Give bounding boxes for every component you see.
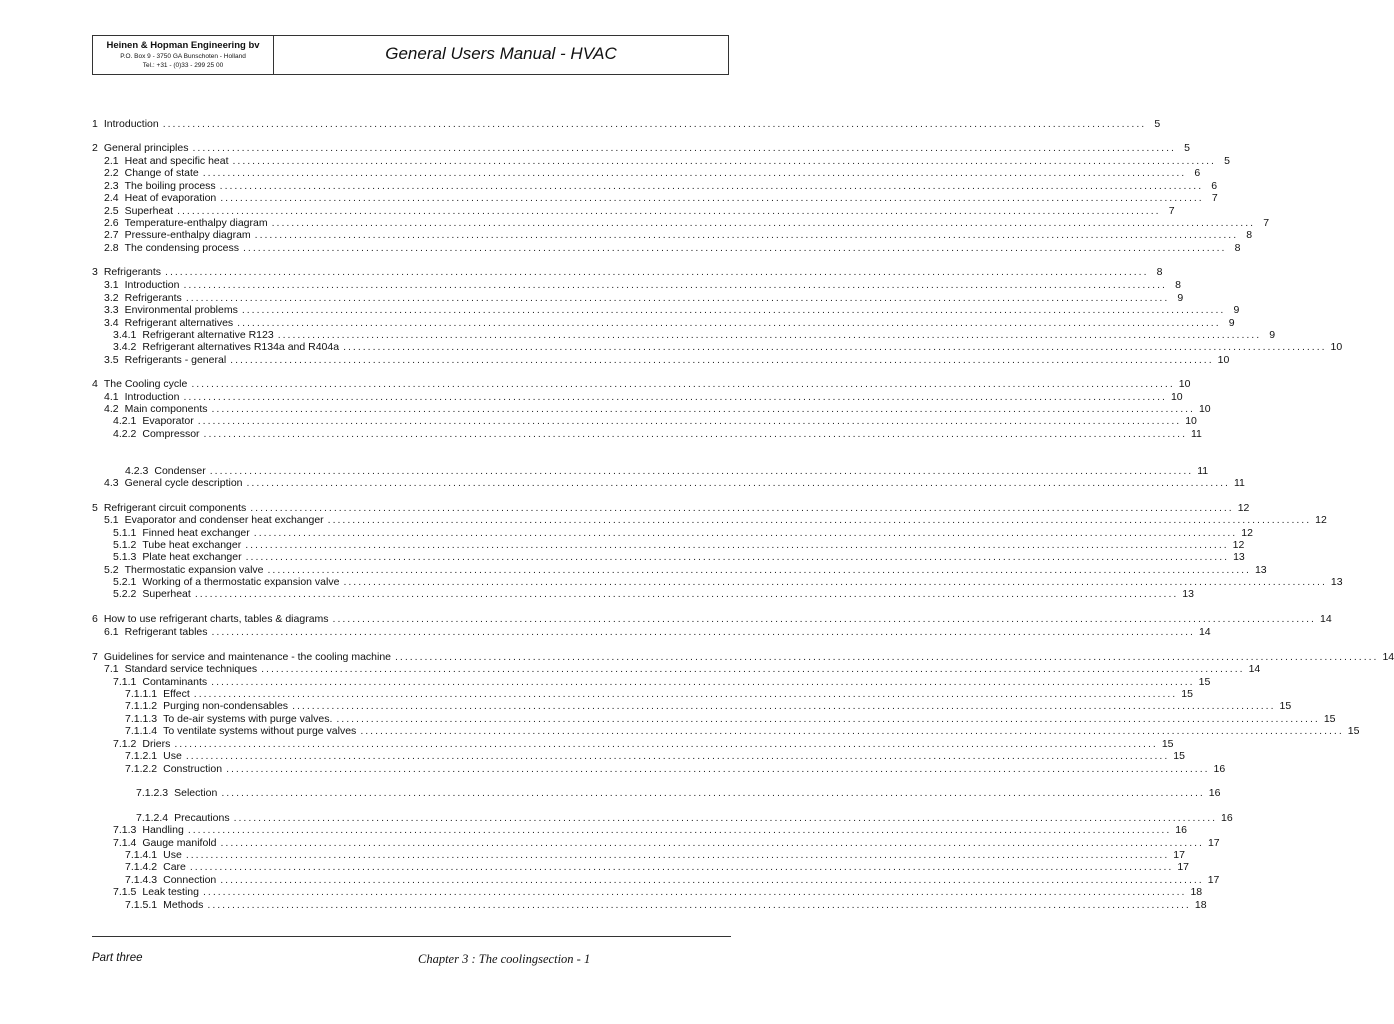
toc-dot-leader: ........................................................................................................................................................................................................ — [250, 502, 1234, 514]
toc-entry-page: 10 — [1198, 403, 1211, 415]
toc-entry — [104, 229, 1253, 242]
toc-entry-page: 10 — [1217, 354, 1230, 366]
toc-dot-leader: ........................................................................................................................................................................................................ — [232, 155, 1216, 167]
toc-entry-title: Heat and specific heat — [124, 155, 229, 167]
toc-entry-page: 6 — [1194, 167, 1201, 179]
toc-entry-title: Driers — [142, 738, 171, 750]
toc-entry-number: 7.1.4.2 — [125, 861, 158, 873]
toc-entry-page: 14 — [1248, 663, 1261, 675]
toc-dot-leader: ........................................................................................................................................................................................................ — [233, 812, 1218, 824]
toc-entry-page: 5 — [1154, 118, 1161, 130]
toc-entry-number: 4.2.2 — [113, 428, 137, 440]
toc-entry — [104, 354, 1230, 367]
toc-dot-leader: ........................................................................................................................................................................................................ — [292, 700, 1276, 712]
toc-entry-page: 16 — [1213, 763, 1226, 775]
toc-entry-title: Methods — [163, 899, 204, 911]
toc-entry-title: Refrigerants - general — [124, 354, 227, 366]
toc-entry-title: Introduction — [124, 391, 180, 403]
toc-entry-number: 7.1.2 — [113, 738, 137, 750]
toc-dot-leader: ........................................................................................................................................................................................................ — [327, 514, 1312, 526]
toc-entry — [104, 304, 1240, 317]
toc-entry-title: The condensing process — [124, 242, 240, 254]
toc-entry-number: 2.5 — [104, 205, 119, 217]
toc-entry-page: 11 — [1233, 477, 1245, 489]
toc-dot-leader: ........................................................................................................................................................................................................ — [209, 465, 1194, 477]
toc-entry-page: 8 — [1234, 242, 1241, 254]
toc-dot-leader: ........................................................................................................................................................................................................ — [187, 824, 1172, 836]
toc-entry-number: 2.8 — [104, 242, 119, 254]
toc-entry-number: 7.1.4 — [113, 837, 137, 849]
toc-entry-title: Refrigerants — [103, 266, 162, 278]
toc-dot-leader: ........................................................................................................................................................................................................ — [253, 527, 1238, 539]
toc-entry — [104, 514, 1327, 527]
toc-entry-number: 7.1.1 — [113, 676, 137, 688]
toc-entry-title: General cycle description — [124, 477, 243, 489]
toc-entry-title: Handling — [142, 824, 184, 836]
toc-entry-title: Thermostatic expansion valve — [124, 564, 264, 576]
toc-dot-leader: ........................................................................................................................................................................................................ — [185, 750, 1170, 762]
toc-entry — [125, 861, 1190, 874]
toc-entry-title: Plate heat exchanger — [142, 551, 242, 563]
toc-entry-page: 13 — [1254, 564, 1267, 576]
toc-entry — [92, 378, 1191, 391]
toc-dot-leader: ........................................................................................................................................................................................................ — [220, 837, 1204, 849]
toc-entry — [136, 787, 1221, 800]
toc-entry — [125, 725, 1360, 738]
toc-entry-page: 12 — [1232, 539, 1245, 551]
toc-dot-leader: ........................................................................................................................................................................................................ — [202, 167, 1187, 179]
toc-entry-title: Selection — [174, 787, 218, 799]
toc-entry-page: 14 — [1198, 626, 1211, 638]
toc-entry-title: Condenser — [154, 465, 206, 477]
toc-entry-page: 10 — [1170, 391, 1183, 403]
toc-entry-title: Use — [163, 750, 182, 762]
toc-entry-title: Refrigerant alternatives — [124, 317, 234, 329]
toc-entry-page: 8 — [1246, 229, 1253, 241]
toc-entry-title: Evaporator and condenser heat exchanger — [124, 514, 324, 526]
toc-dot-leader: ........................................................................................................................................................................................................ — [185, 849, 1170, 861]
toc-entry-number: 5.1.1 — [113, 527, 137, 539]
toc-entry — [113, 824, 1187, 837]
toc-dot-leader: ........................................................................................................................................................................................................ — [183, 279, 1167, 291]
toc-dot-leader: ........................................................................................................................................................................................................ — [177, 205, 1161, 217]
toc-dot-leader: ........................................................................................................................................................................................................ — [277, 329, 1262, 341]
toc-entry-number: 6.1 — [104, 626, 119, 638]
toc-entry-number: 5.2 — [104, 564, 119, 576]
toc-entry-number: 2 — [92, 142, 98, 154]
toc-entry-page: 5 — [1224, 155, 1230, 167]
toc-dot-leader: ........................................................................................................................................................................................................ — [220, 192, 1204, 204]
toc-entry-page: 10 — [1178, 378, 1191, 390]
toc-entry-number: 5.1.2 — [113, 539, 137, 551]
toc-entry-number: 7 — [92, 651, 98, 663]
toc-entry-page: 8 — [1156, 266, 1163, 278]
toc-dot-leader: ........................................................................................................................................................................................................ — [343, 341, 1327, 353]
toc-entry-title: Refrigerant alternative R123 — [142, 329, 274, 341]
toc-entry-page: 15 — [1279, 700, 1292, 712]
company-block — [93, 36, 274, 74]
toc-entry-number: 2.2 — [104, 167, 119, 179]
toc-entry-title: Heat of evaporation — [124, 192, 217, 204]
toc-entry — [113, 551, 1245, 564]
toc-dot-leader: ........................................................................................................................................................................................................ — [395, 651, 1379, 663]
toc-entry-number: 7.1.1.2 — [125, 700, 158, 712]
toc-entry-page: 13 — [1182, 588, 1194, 600]
toc-dot-leader: ........................................................................................................................................................................................................ — [343, 576, 1327, 588]
footer-divider — [92, 936, 731, 937]
toc-dot-leader: ........................................................................................................................................................................................................ — [261, 663, 1245, 675]
toc-entry-number: 7.1.1.4 — [125, 725, 158, 737]
toc-dot-leader: ........................................................................................................................................................................................................ — [191, 378, 1175, 390]
toc-dot-leader: ........................................................................................................................................................................................................ — [193, 688, 1178, 700]
toc-entry-title: Use — [163, 849, 182, 861]
toc-entry-number: 3.3 — [104, 304, 119, 316]
toc-entry-title: General principles — [103, 142, 189, 154]
toc-entry-title: Finned heat exchanger — [142, 527, 250, 539]
toc-entry-number: 2.7 — [104, 229, 119, 241]
toc-entry-number: 3.1 — [104, 279, 119, 291]
toc-entry-page: 18 — [1190, 886, 1203, 898]
footer-chapter: Chapter 3 : The coolingsection - 1 — [418, 952, 591, 966]
toc-entry-page: 7 — [1211, 192, 1218, 204]
toc-entry-page: 15 — [1173, 750, 1185, 762]
toc-entry-page: 15 — [1181, 688, 1193, 700]
toc-entry-number: 4.2.1 — [113, 415, 137, 427]
toc-entry-title: Leak testing — [142, 886, 199, 898]
toc-entry-title: To de-air systems with purge valves. — [163, 713, 333, 725]
toc-entry-page: 10 — [1330, 341, 1343, 353]
toc-dot-leader: ........................................................................................................................................................................................................ — [246, 477, 1230, 489]
toc-dot-leader: ........................................................................................................................................................................................................ — [360, 725, 1344, 737]
toc-entry-title: To ventilate systems without purge valves — [163, 725, 357, 737]
toc-entry-number: 4.2.3 — [125, 465, 149, 477]
toc-entry-title: Construction — [163, 763, 223, 775]
toc-entry-number: 5.2.1 — [113, 576, 137, 588]
toc-entry-title: The boiling process — [124, 180, 216, 192]
toc-entry-number: 4 — [92, 378, 98, 390]
toc-entry-title: The Cooling cycle — [103, 378, 188, 390]
toc-entry-number: 2.4 — [104, 192, 119, 204]
toc-entry-title: Working of a thermostatic expansion valve — [142, 576, 340, 588]
toc-entry-page: 14 — [1382, 651, 1394, 663]
toc-dot-leader: ........................................................................................................................................................................................................ — [162, 118, 1147, 130]
toc-entry-number: 7.1.2.2 — [125, 763, 158, 775]
toc-entry-title: Tube heat exchanger — [142, 539, 242, 551]
toc-entry-number: 7.1.5 — [113, 886, 137, 898]
toc-entry-number: 5.1.3 — [113, 551, 137, 563]
toc-dot-leader: ........................................................................................................................................................................................................ — [207, 899, 1191, 911]
toc-entry-number: 7.1.4.3 — [125, 874, 158, 886]
toc-dot-leader: ........................................................................................................................................................................................................ — [245, 551, 1230, 563]
toc-entry-title: Refrigerant tables — [124, 626, 208, 638]
toc-entry-page: 11 — [1191, 428, 1202, 440]
toc-entry — [125, 750, 1185, 763]
toc-dot-leader: ........................................................................................................................................................................................................ — [185, 292, 1170, 304]
toc-dot-leader: ........................................................................................................................................................................................................ — [219, 180, 1204, 192]
toc-entry-number: 3.4.1 — [113, 329, 137, 341]
toc-entry-number: 3.4 — [104, 317, 119, 329]
company-address: P.O. Box 9 - 3750 GA Bunschoten - Holland — [120, 53, 246, 60]
toc-entry-title: Introduction — [124, 279, 180, 291]
toc-entry-number: 7.1.2.3 — [136, 787, 169, 799]
toc-entry — [104, 279, 1181, 292]
toc-entry-number: 7.1.3 — [113, 824, 137, 836]
toc-entry-title: Contaminants — [142, 676, 208, 688]
toc-entry-page: 17 — [1207, 837, 1220, 849]
toc-entry-number: 5 — [92, 502, 98, 514]
toc-dot-leader: ........................................................................................................................................................................................................ — [245, 539, 1229, 551]
company-name: Heinen & Hopman Engineering bv — [106, 40, 260, 51]
toc-dot-leader: ........................................................................................................................................................................................................ — [211, 626, 1195, 638]
toc-entry-page: 10 — [1185, 415, 1197, 427]
toc-dot-leader: ........................................................................................................................................................................................................ — [203, 428, 1187, 440]
toc-entry-page: 15 — [1347, 725, 1360, 737]
footer-part: Part three — [92, 952, 143, 964]
toc-dot-leader: ........................................................................................................................................................................................................ — [189, 861, 1174, 873]
toc-entry-page: 16 — [1221, 812, 1233, 824]
toc-entry-number: 4.1 — [104, 391, 119, 403]
toc-dot-leader: ........................................................................................................................................................................................................ — [197, 415, 1182, 427]
toc-entry — [104, 626, 1211, 639]
toc-entry-page: 7 — [1168, 205, 1175, 217]
toc-dot-leader: ........................................................................................................................................................................................................ — [174, 738, 1158, 750]
toc-entry — [92, 118, 1161, 131]
toc-dot-leader: ........................................................................................................................................................................................................ — [226, 763, 1210, 775]
toc-entry — [92, 266, 1163, 279]
toc-entry-title: Superheat — [124, 205, 174, 217]
toc-entry-page: 17 — [1207, 874, 1220, 886]
toc-entry-title: Standard service techniques — [124, 663, 258, 675]
toc-entry-title: How to use refrigerant charts, tables & diagrams — [103, 613, 329, 625]
toc-entry-title: Pressure-enthalpy diagram — [124, 229, 251, 241]
toc-entry-title: Temperature-enthalpy diagram — [124, 217, 268, 229]
toc-entry-page: 12 — [1315, 514, 1327, 526]
toc-dot-leader: ........................................................................................................................................................................................................ — [202, 886, 1187, 898]
toc-entry-number: 3 — [92, 266, 98, 278]
toc-entry-page: 12 — [1237, 502, 1250, 514]
toc-dot-leader: ........................................................................................................................................................................................................ — [211, 676, 1195, 688]
toc-dot-leader: ........................................................................................................................................................................................................ — [183, 391, 1167, 403]
toc-entry-title: Refrigerant alternatives R134a and R404a — [142, 341, 340, 353]
toc-entry — [125, 700, 1292, 713]
toc-dot-leader: ........................................................................................................................................................................................................ — [230, 354, 1214, 366]
toc-entry-number: 2.1 — [104, 155, 119, 167]
toc-entry — [113, 341, 1343, 354]
toc-entry-page: 15 — [1323, 713, 1336, 725]
toc-entry-page: 12 — [1241, 527, 1253, 539]
toc-entry-title: Environmental problems — [124, 304, 238, 316]
toc-dot-leader: ........................................................................................................................................................................................................ — [332, 613, 1316, 625]
toc-entry-number: 7.1 — [104, 663, 119, 675]
toc-entry-title: Connection — [163, 874, 217, 886]
toc-entry-page: 9 — [1233, 304, 1240, 316]
toc-entry — [113, 428, 1202, 441]
toc-entry-page: 17 — [1173, 849, 1185, 861]
toc-entry-number: 3.5 — [104, 354, 119, 366]
toc-entry — [113, 415, 1197, 428]
toc-entry-number: 7.1.2.4 — [136, 812, 169, 824]
toc-entry — [125, 899, 1207, 912]
toc-entry — [125, 763, 1226, 776]
toc-entry-title: Change of state — [124, 167, 199, 179]
toc-entry-title: Care — [163, 861, 186, 873]
toc-entry-number: 4.2 — [104, 403, 119, 415]
toc-dot-leader: ........................................................................................................................................................................................................ — [254, 229, 1239, 241]
toc-entry-number: 1 — [92, 118, 98, 130]
toc-entry-title: Purging non-condensables — [163, 700, 289, 712]
toc-entry-page: 11 — [1197, 465, 1209, 477]
toc-entry-page: 18 — [1194, 899, 1207, 911]
toc-dot-leader: ........................................................................................................................................................................................................ — [192, 142, 1176, 154]
toc-dot-leader: ........................................................................................................................................................................................................ — [336, 713, 1320, 725]
toc-entry — [92, 142, 1190, 155]
toc-entry-number: 7.1.1.3 — [125, 713, 158, 725]
toc-entry-number: 2.3 — [104, 180, 119, 192]
toc-dot-leader: ........................................................................................................................................................................................................ — [243, 242, 1227, 254]
toc-entry-page: 9 — [1269, 329, 1276, 341]
toc-dot-leader: ........................................................................................................................................................................................................ — [241, 304, 1226, 316]
toc-entry-page: 13 — [1330, 576, 1343, 588]
toc-entry-title: Precautions — [174, 812, 230, 824]
toc-entry-number: 7.1.4.1 — [125, 849, 158, 861]
toc-entry-title: Introduction — [103, 118, 159, 130]
toc-dot-leader: ........................................................................................................................................................................................................ — [165, 266, 1149, 278]
toc-entry-page: 17 — [1177, 861, 1190, 873]
toc-entry-page: 8 — [1175, 279, 1181, 291]
toc-entry-number: 3.2 — [104, 292, 119, 304]
company-phone: Tel.: +31 - (0)33 - 299 25 00 — [142, 62, 224, 69]
toc-entry — [104, 663, 1261, 676]
toc-entry — [104, 192, 1218, 205]
toc-entry-number: 5.2.2 — [113, 588, 137, 600]
toc-entry — [113, 588, 1194, 601]
toc-entry — [104, 242, 1241, 255]
toc-entry-number: 7.1.5.1 — [125, 899, 158, 911]
toc-dot-leader: ........................................................................................................................................................................................................ — [237, 317, 1221, 329]
toc-entry-title: Superheat — [142, 588, 191, 600]
toc-entry — [104, 477, 1245, 490]
toc-entry-page: 7 — [1263, 217, 1270, 229]
toc-entry-title: Compressor — [142, 428, 200, 440]
toc-entry-page: 13 — [1233, 551, 1245, 563]
toc-entry-number: 3.4.2 — [113, 341, 137, 353]
toc-entry-number: 2.6 — [104, 217, 119, 229]
toc-entry-page: 6 — [1211, 180, 1218, 192]
toc-entry-title: Effect — [163, 688, 190, 700]
toc-entry-title: Gauge manifold — [142, 837, 217, 849]
manual-title: General Users Manual - HVAC — [385, 44, 617, 63]
toc-entry-title: Evaporator — [142, 415, 194, 427]
toc-entry-title: Guidelines for service and maintenance - the cooling machine — [103, 651, 392, 663]
toc-entry-title: Refrigerant circuit components — [103, 502, 247, 514]
toc-entry-page: 9 — [1228, 317, 1235, 329]
toc-dot-leader: ........................................................................................................................................................................................................ — [220, 874, 1204, 886]
toc-entry — [113, 886, 1203, 899]
toc-entry-number: 7.1.2.1 — [125, 750, 158, 762]
toc-dot-leader: ........................................................................................................................................................................................................ — [271, 217, 1256, 229]
toc-entry-title: Main components — [124, 403, 208, 415]
toc-entry-page: 14 — [1319, 613, 1332, 625]
toc-entry — [104, 167, 1201, 180]
toc-entry-number: 6 — [92, 613, 98, 625]
toc-entry-page: 16 — [1175, 824, 1187, 836]
toc-entry-number: 7.1.1.1 — [125, 688, 158, 700]
toc-dot-leader: ........................................................................................................................................................................................................ — [194, 588, 1179, 600]
toc-entry-page: 5 — [1184, 142, 1190, 154]
toc-entry-page: 9 — [1177, 292, 1184, 304]
toc-entry-page: 15 — [1198, 676, 1211, 688]
toc-entry-page: 15 — [1161, 738, 1174, 750]
toc-dot-leader: ........................................................................................................................................................................................................ — [221, 787, 1205, 799]
toc-dot-leader: ........................................................................................................................................................................................................ — [211, 403, 1195, 415]
toc-entry-number: 4.3 — [104, 477, 119, 489]
toc-dot-leader: ........................................................................................................................................................................................................ — [267, 564, 1251, 576]
page-header — [92, 35, 729, 75]
toc-entry-title: Refrigerants — [124, 292, 182, 304]
toc-entry-number: 5.1 — [104, 514, 119, 526]
toc-entry — [92, 613, 1332, 626]
toc-entry-page: 16 — [1208, 787, 1221, 799]
